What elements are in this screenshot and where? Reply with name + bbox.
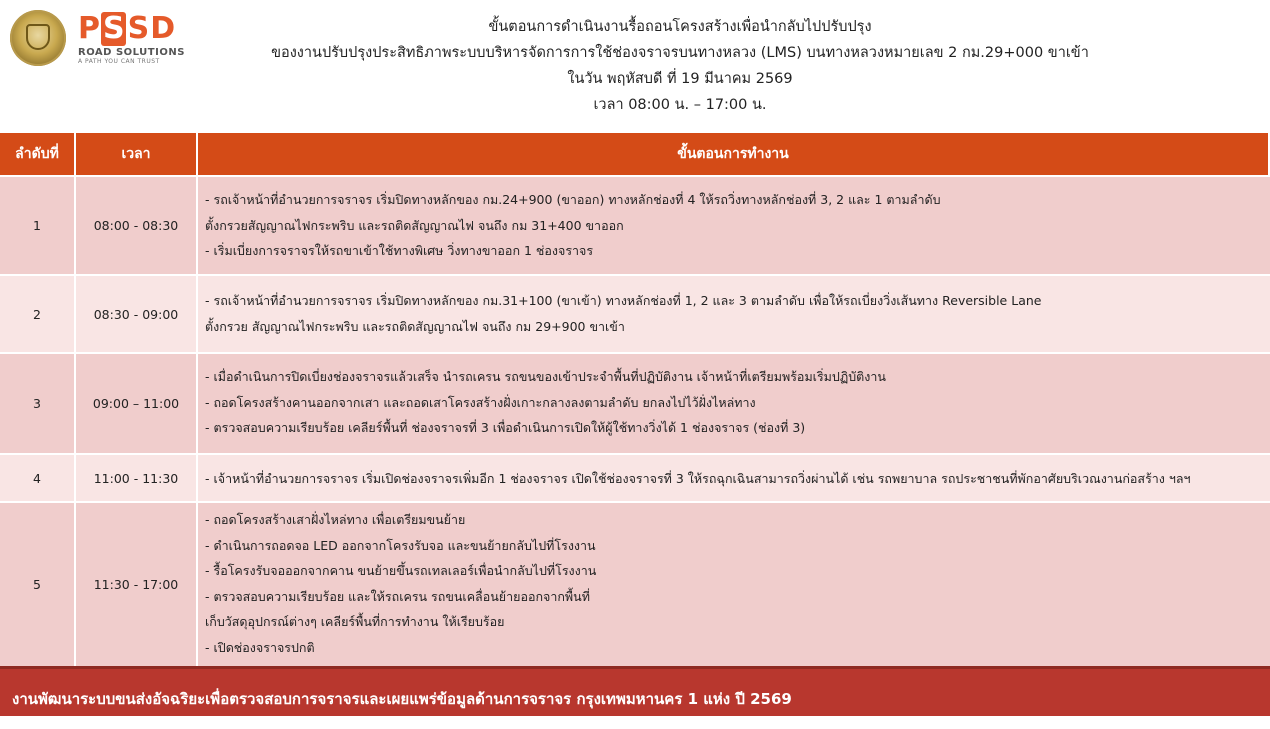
step-line: - รถเจ้าหน้าที่อำนวยการจราจร เริ่มปิดทางหลักของ กม.24+900 (ขาออก) ทางหลักช่องที่ 4 ให้รถวิ่งทางหลักช่องที่ 3, 2 และ 1 ตามลำดับ	[205, 192, 941, 207]
step-line: ตั้งกรวย สัญญาณไฟกระพริบ และรถติดสัญญาณไฟ จนถึง กม 29+900 ขาเข้า	[205, 318, 625, 334]
government-seal-icon	[10, 10, 66, 66]
page-title	[200, 14, 1160, 118]
step-line: - ตรวจสอบความเรียบร้อย และให้รถเครน รถขนเคลื่อนย้ายออกจากพื้นที่	[205, 588, 590, 604]
column-header-no: ลำดับที่	[0, 133, 76, 175]
step-line: - เจ้าหน้าที่อำนวยการจราจร เริ่มเปิดช่องจราจรเพิ่มอีก 1 ช่องจราจร เปิดใช้ช่องจราจรที่ 3 ให้รถฉุกเฉินสามารถวิ่งผ่านได้ เช่น รถพยาบาล รถประชาชนที่พักอาศัยบริเวณงานก่อสร้าง ฯลฯ	[205, 471, 1191, 486]
logo-tagline: ROAD SOLUTIONS	[78, 47, 185, 58]
row-steps	[205, 288, 1265, 339]
table-row	[0, 175, 1270, 274]
logo-letter: P	[78, 11, 99, 46]
row-steps	[205, 187, 1265, 264]
step-line: เก็บวัสดุอุปกรณ์ต่างๆ เคลียร์พื้นที่การทำงาน ให้เรียบร้อย	[205, 614, 505, 629]
title-line: เวลา 08:00 น. – 17:00 น.	[593, 97, 767, 113]
table-row	[0, 352, 1270, 453]
logo-letter: S	[103, 11, 124, 46]
row-steps	[205, 364, 1265, 441]
logo-letter: S	[127, 11, 149, 46]
step-line: - ถอดโครงสร้างคานออกจากเสา และถอดเสาโครงสร้างฝั่งเกาะกลางลงตามลำดับ ยกลงไปไว้ฝั่งไหล่ทาง	[205, 394, 756, 410]
title-line: ขั้นตอนการดำเนินงานรื้อถอนโครงสร้างเพื่อนำกลับไปปรับปรุง	[488, 19, 872, 35]
step-line: - เมื่อดำเนินการปิดเบี่ยงช่องจราจรแล้วเสร็จ นำรถเครน รถขนของเข้าประจำพื้นที่ปฏิบัติงาน เจ้าหน้าที่เตรียมพร้อมเริ่มปฏิบัติงาน	[205, 369, 886, 384]
row-number: 5	[0, 503, 76, 666]
step-line: - เปิดช่องจราจรปกติ	[205, 639, 315, 655]
step-line: ตั้งกรวยสัญญาณไฟกระพริบ และรถติดสัญญาณไฟ จนถึง กม 31+400 ขาออก	[205, 217, 624, 233]
row-time: 08:00 - 08:30	[76, 177, 198, 274]
table-header	[0, 133, 1270, 175]
title-line: ในวัน พฤหัสบดี ที่ 19 มีนาคม 2569	[567, 71, 793, 87]
row-number: 4	[0, 455, 76, 501]
footer-banner: งานพัฒนาระบบขนส่งอัจฉริยะเพื่อตรวจสอบการจราจรและเผยแพร่ข้อมูลด้านการจราจร กรุงเทพมหานคร 1 แห่ง ปี 2569	[0, 666, 1270, 716]
step-line: - ดำเนินการถอดจอ LED ออกจากโครงรับจอ และขนย้ายกลับไปที่โรงงาน	[205, 537, 596, 553]
row-time: 08:30 - 09:00	[76, 276, 198, 352]
row-time: 09:00 – 11:00	[76, 354, 198, 453]
logo-letter: D	[150, 11, 175, 46]
row-steps	[205, 466, 1265, 492]
step-line: - รื้อโครงรับจอออกจากคาน ขนย้ายขึ้นรถเทลเลอร์เพื่อนำกลับไปที่โรงงาน	[205, 563, 597, 578]
row-number: 2	[0, 276, 76, 352]
table-row	[0, 453, 1270, 501]
column-header-time: เวลา	[76, 133, 198, 175]
table-row	[0, 501, 1270, 666]
step-line: - ถอดโครงสร้างเสาฝั่งไหล่ทาง เพื่อเตรียมขนย้าย	[205, 512, 466, 527]
step-line: - รถเจ้าหน้าที่อำนวยการจราจร เริ่มปิดทางหลักของ กม.31+100 (ขาเข้า) ทางหลักช่องที่ 1, 2 และ 3 ตามลำดับ เพื่อให้รถเบี่ยงวิ่งเส้นทาง Reversible Lane	[205, 293, 1042, 308]
row-time: 11:30 - 17:00	[76, 503, 198, 666]
document-header	[0, 0, 1270, 132]
row-time: 11:00 - 11:30	[76, 455, 198, 501]
row-steps	[205, 507, 1265, 660]
company-logo	[78, 12, 188, 70]
table-row	[0, 274, 1270, 352]
title-line: ของงานปรับปรุงประสิทธิภาพระบบบริหารจัดการการใช้ช่องจราจรบนทางหลวง (LMS) บนทางหลวงหมายเลข 2 กม.29+000 ขาเข้า	[271, 45, 1089, 61]
logo-subtagline: A PATH YOU CAN TRUST	[78, 58, 160, 65]
step-line: - เริ่มเบี่ยงการจราจรให้รถขาเข้าใช้ทางพิเศษ วิ่งทางขาออก 1 ช่องจราจร	[205, 243, 594, 258]
step-line: - ตรวจสอบความเรียบร้อย เคลียร์พื้นที่ ช่องจราจรที่ 3 เพื่อดำเนินการเปิดให้ผู้ใช้ทางวิ่งได้ 1 ช่องจราจร (ช่องที่ 3)	[205, 420, 806, 435]
row-number: 3	[0, 354, 76, 453]
row-number: 1	[0, 177, 76, 274]
column-header-steps: ขั้นตอนการทำงาน	[198, 133, 1270, 175]
